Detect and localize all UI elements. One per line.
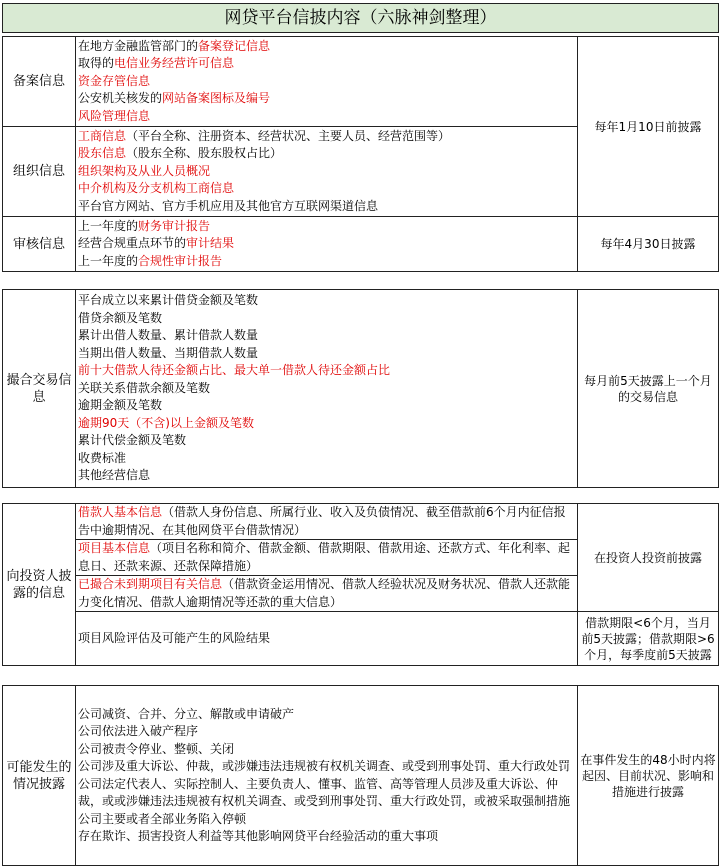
content-keneng bbox=[76, 686, 578, 866]
time-before-invest: 在投资人投资前披露 bbox=[578, 504, 719, 612]
time-apr30: 每年4月30日披露 bbox=[578, 217, 719, 272]
label-touzi: 向投资人披露的信息 bbox=[3, 504, 76, 666]
cuohe-line bbox=[78, 327, 575, 345]
keneng-line: 公司主要或者全部业务陷入停顿 bbox=[78, 811, 247, 826]
shenhe-line-text: 财务审计报告 bbox=[138, 218, 211, 233]
page-title: 网贷平台信披内容（六脉神剑整理） bbox=[2, 3, 719, 33]
beian-line-text: 风险管理信息 bbox=[78, 108, 151, 123]
cuohe-line-text: 逾期金额及笔数 bbox=[78, 398, 163, 413]
cuohe-line-text: 其他经营信息 bbox=[78, 468, 151, 483]
cuohe-line bbox=[78, 292, 575, 310]
shenhe-line bbox=[78, 253, 575, 271]
investor-row-project bbox=[76, 540, 578, 576]
zuzhi-line-text: （平台全称、注册资本、经营状况、主要人员、经营范围等） bbox=[126, 128, 451, 143]
keneng-line: 公司法定代表人、实际控制人、主要负责人、懂事、监管、高等管理人员涉及重大诉讼、仲裁，或或涉嫌违法违规被有权机关调查、或受到刑事处罚、重大行政处罚，或被采取强制措施 bbox=[78, 776, 571, 808]
label-cuohe: 撮合交易信息 bbox=[3, 290, 76, 488]
keneng-line: 公司涉及重大诉讼、仲裁，或涉嫌违法违规被有权机关调查、或受到刑事处罚、重大行政处罚 bbox=[78, 759, 571, 773]
cuohe-line-text: 当期出借人数量、当期借款人数量 bbox=[78, 345, 259, 360]
shenhe-line-text: 经营合规重点环节的 bbox=[78, 236, 187, 251]
time-monthly: 每月前5天披露上一个月的交易信息 bbox=[578, 290, 719, 488]
cuohe-line bbox=[78, 345, 575, 363]
investor-row-outstanding bbox=[76, 576, 578, 612]
shenhe-line-text: 合规性审计报告 bbox=[138, 253, 223, 268]
beian-line-text: 资金存管信息 bbox=[78, 73, 151, 88]
zuzhi-line bbox=[78, 128, 575, 146]
zuzhi-line bbox=[78, 180, 575, 198]
cuohe-line bbox=[78, 380, 575, 398]
cuohe-line-text: 平台成立以来累计借贷金额及笔数 bbox=[78, 293, 259, 308]
investor-row-risk: 项目风险评估及可能产生的风险结果 bbox=[76, 612, 578, 666]
beian-line bbox=[78, 73, 575, 91]
shenhe-line bbox=[78, 235, 575, 253]
investor-row-borrower bbox=[76, 504, 578, 540]
label-beian: 备案信息 bbox=[3, 37, 76, 127]
outstanding-info-detail: （借款资金运用情况、借款人经验状况及财务状况、借款人还款能力变化情况、借款人逾期情况等还款的重大信息） bbox=[78, 577, 571, 609]
cuohe-line-text: 收费标准 bbox=[78, 450, 127, 465]
shenhe-line bbox=[78, 218, 575, 236]
beian-line-text: 取得的 bbox=[78, 56, 115, 71]
zuzhi-line-text: 平台官方网站、官方手机应用及其他官方互联网渠道信息 bbox=[78, 198, 379, 213]
shenhe-line-text: 上一年度的 bbox=[78, 218, 139, 233]
zuzhi-line-text: 股东信息 bbox=[78, 146, 127, 161]
borrower-info-detail: （借款人身份信息、所属行业、收入及负债情况、截至借款前6个月内征信报告中逾期情况、在其他网贷平台借款情况） bbox=[78, 505, 566, 537]
beian-line bbox=[78, 38, 575, 56]
keneng-line: 公司减资、合并、分立、解散或申请破产 bbox=[78, 706, 295, 721]
shenhe-line-text: 上一年度的 bbox=[78, 253, 139, 268]
beian-line-text: 在地方金融监管部门的 bbox=[78, 38, 199, 53]
zuzhi-line-text: （股东全称、股东股权占比） bbox=[126, 146, 283, 161]
content-cuohe bbox=[76, 290, 578, 488]
label-shenhe: 审核信息 bbox=[3, 217, 76, 272]
time-jan10: 每年1月10日前披露 bbox=[578, 37, 719, 217]
zuzhi-line-text: 组织架构及从业人员概况 bbox=[78, 163, 211, 178]
beian-line-text: 公安机关核发的 bbox=[78, 91, 163, 106]
cuohe-line bbox=[78, 415, 575, 433]
cuohe-line-text: 前十大借款人待还金额占比、最大单一借款人待还金额占比 bbox=[78, 363, 391, 378]
keneng-line: 公司依法进入破产程序 bbox=[78, 724, 199, 738]
content-zuzhi bbox=[76, 127, 578, 217]
table-transaction bbox=[2, 289, 719, 488]
cuohe-line bbox=[78, 432, 575, 450]
cuohe-line bbox=[78, 450, 575, 468]
project-info-title: 项目基本信息 bbox=[78, 541, 151, 555]
cuohe-line-text: 关联关系借款余额及笔数 bbox=[78, 380, 211, 395]
cuohe-line-text: 逾期90天（不含)以上金额及笔数 bbox=[78, 415, 254, 430]
cuohe-line-text: 累计代偿金额及笔数 bbox=[78, 433, 187, 448]
cuohe-line-text: 借贷余额及笔数 bbox=[78, 310, 163, 325]
cuohe-line bbox=[78, 310, 575, 328]
cuohe-line-text: 累计出借人数量、累计借款人数量 bbox=[78, 328, 259, 343]
cuohe-line bbox=[78, 397, 575, 415]
zuzhi-line-text: 中介机构及分支机构工商信息 bbox=[78, 181, 235, 196]
table-filing-org-audit bbox=[2, 36, 719, 272]
label-keneng: 可能发生的情况披露 bbox=[3, 686, 76, 866]
zuzhi-line bbox=[78, 198, 575, 216]
time-48h: 在事件发生的48小时内将起因、目前状况、影响和措施进行披露 bbox=[578, 686, 719, 866]
content-beian bbox=[76, 37, 578, 127]
keneng-line: 公司被责令停业、整顿、关闭 bbox=[78, 741, 235, 756]
cuohe-line bbox=[78, 467, 575, 485]
outstanding-info-title: 已撮合未到期项目有关信息 bbox=[78, 577, 223, 591]
beian-line-text: 网站备案图标及编号 bbox=[162, 91, 271, 106]
table-investor bbox=[2, 503, 719, 666]
keneng-line: 存在欺诈、损害投资人利益等其他影响网贷平台经验活动的重大事项 bbox=[78, 829, 439, 843]
zuzhi-line-text: 工商信息 bbox=[78, 128, 127, 143]
beian-line bbox=[78, 90, 575, 108]
cuohe-line bbox=[78, 362, 575, 380]
time-term-based: 借款期限<6个月，当月前5天披露；借款期限>6个月，每季度前5天披露 bbox=[578, 612, 719, 666]
table-events bbox=[2, 685, 719, 866]
content-shenhe bbox=[76, 217, 578, 272]
shenhe-line-text: 审计结果 bbox=[186, 236, 235, 251]
beian-line-text: 电信业务经营许可信息 bbox=[114, 56, 235, 71]
project-info-detail: （项目名称和简介、借款金额、借款期限、借款用途、还款方式、年化利率、起息日、还款来源、还款保障措施） bbox=[78, 541, 571, 573]
label-zuzhi: 组织信息 bbox=[3, 127, 76, 217]
beian-line-text: 备案登记信息 bbox=[198, 38, 271, 53]
beian-line bbox=[78, 108, 575, 126]
borrower-info-title: 借款人基本信息 bbox=[78, 505, 163, 519]
beian-line bbox=[78, 55, 575, 73]
zuzhi-line bbox=[78, 145, 575, 163]
zuzhi-line bbox=[78, 163, 575, 181]
